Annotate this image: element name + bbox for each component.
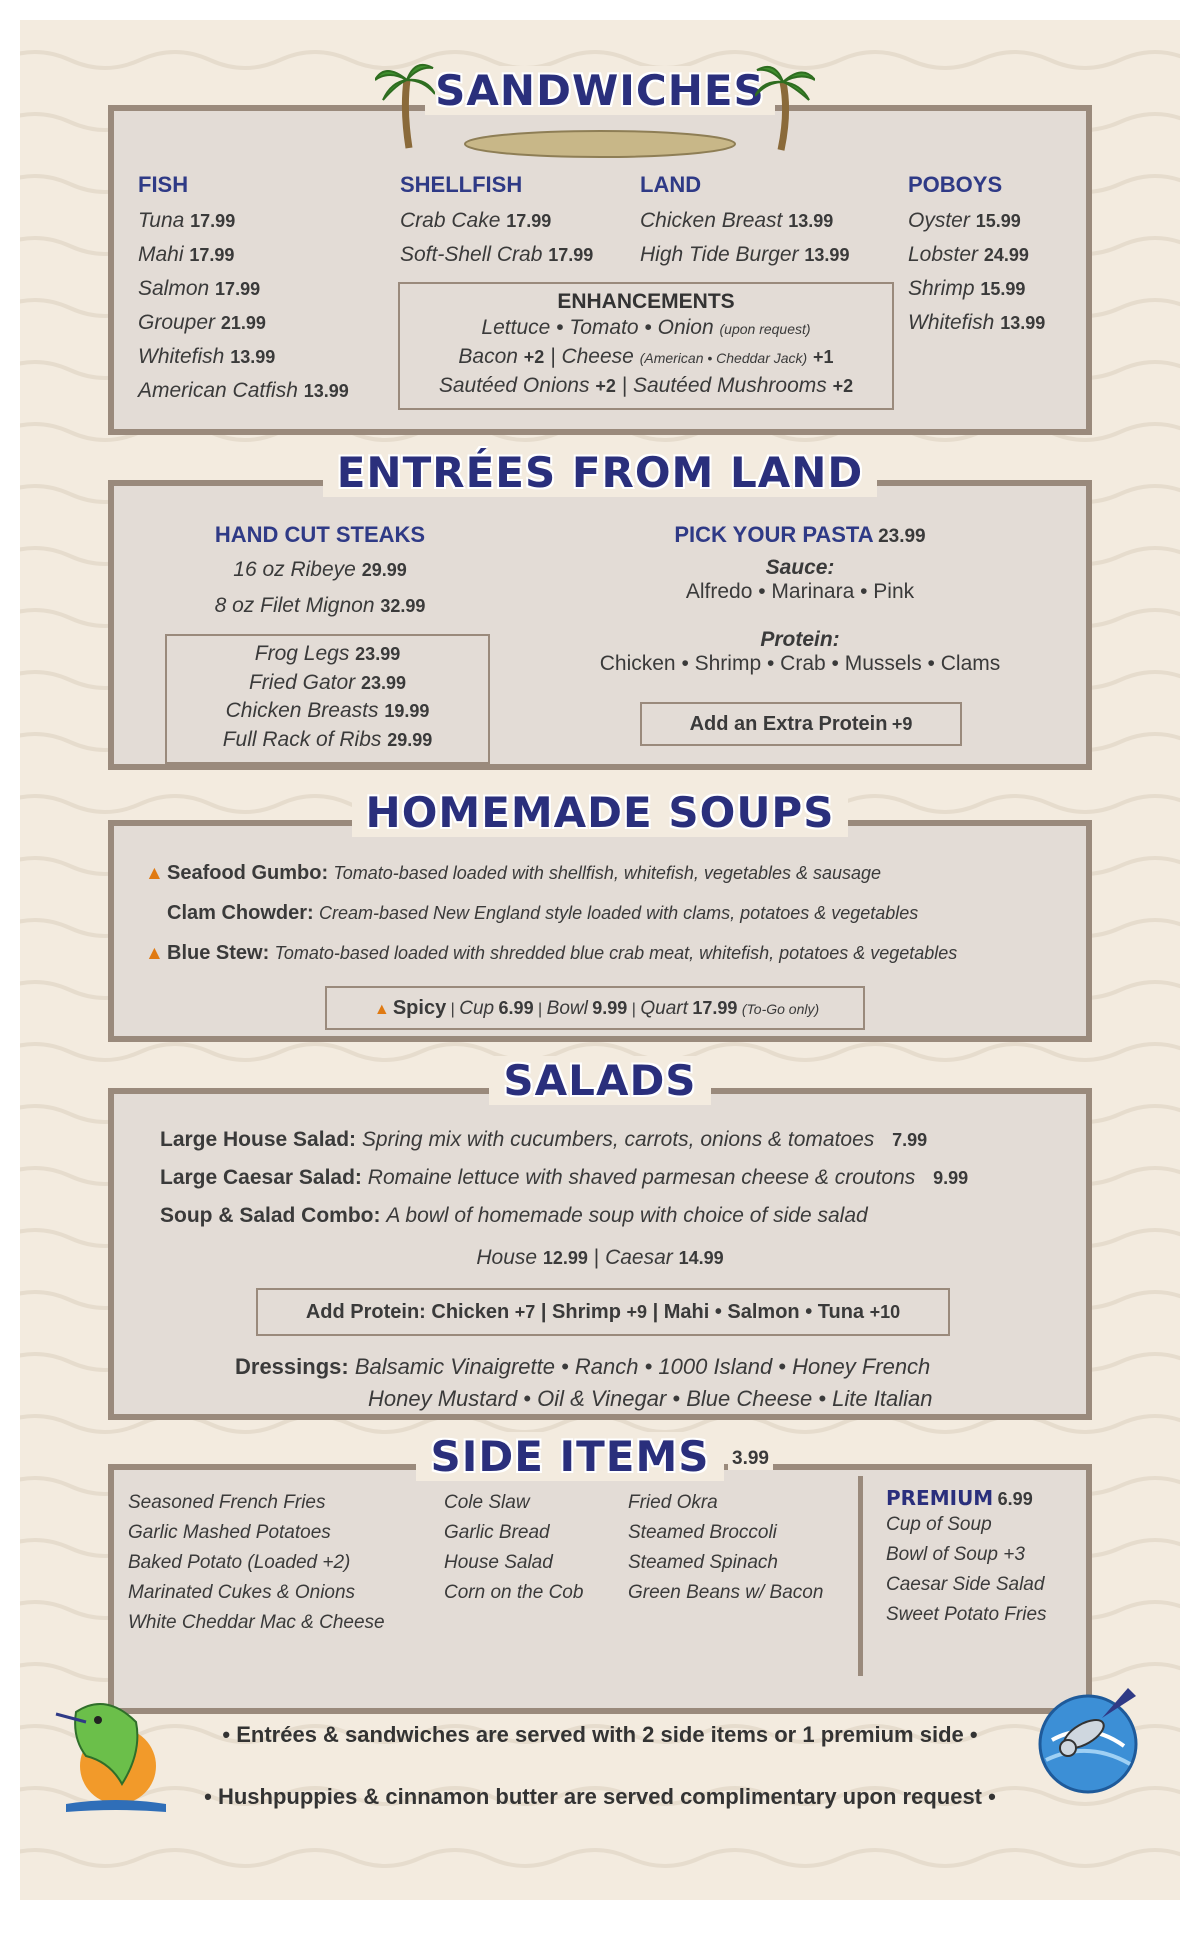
soup-gumbo: [145, 862, 881, 885]
side-item: Steamed Spinach: [628, 1552, 778, 1573]
poboy-name: Shrimp: [908, 277, 975, 300]
land-price: 13.99: [788, 211, 834, 231]
fish-list: [138, 204, 349, 408]
enhancements-line3: Sautéed Onions +2 | Sautéed Mushrooms +2: [438, 374, 854, 397]
footer-line-1: • Entrées & sandwiches are served with 2 side items or 1 premium side •: [222, 1722, 978, 1747]
fish-item: [138, 374, 349, 408]
salads-header: [20, 1056, 1180, 1105]
enhancement-mushrooms: Sautéed Mushrooms: [632, 374, 827, 397]
fish-name: Tuna: [138, 209, 185, 232]
poboy-item: [908, 306, 1045, 340]
premium-item: Caesar Side Salad: [886, 1574, 1045, 1595]
steak-name: 16 oz Ribeye: [233, 558, 356, 581]
land-name: Chicken Breast: [640, 209, 783, 232]
spicy-label: Spicy: [392, 997, 447, 1019]
bowl-price: 9.99: [592, 998, 628, 1018]
steak-item: [170, 552, 470, 588]
combo-caesar-label: Caesar: [605, 1246, 673, 1269]
enhancements-line1: [400, 314, 892, 343]
shellfish-item: [400, 204, 593, 238]
salad-house-name: Large House Salad:: [160, 1128, 357, 1151]
fish-name: Grouper: [138, 311, 216, 334]
salad-caesar-name: Large Caesar Salad:: [160, 1166, 362, 1189]
fish-column: [138, 172, 349, 408]
side-item: Garlic Mashed Potatoes: [128, 1522, 331, 1543]
enhancement-cheese-note: (American • Cheddar Jack): [639, 350, 808, 366]
protein-label: Protein:: [760, 628, 840, 651]
shellfish-header: SHELLFISH: [400, 172, 523, 197]
fish-name: Whitefish: [138, 345, 225, 368]
premium-item: Sweet Potato Fries: [886, 1604, 1047, 1625]
salad-caesar: [160, 1166, 968, 1190]
enhancement-onions: Sautéed Onions: [438, 374, 590, 397]
soup-blue-stew-name: Blue Stew:: [167, 942, 270, 964]
soup-chowder-desc: Cream-based New England style loaded with clams, potatoes & vegetables: [318, 903, 919, 923]
enhancement-cheese-price: +1: [813, 347, 834, 367]
premium-item: Cup of Soup: [886, 1514, 992, 1535]
shellfish-column: [400, 172, 593, 272]
flame-icon: ▲: [145, 863, 164, 884]
special-price: 19.99: [384, 701, 430, 721]
soup-chowder-name: Clam Chowder:: [167, 902, 314, 924]
poboy-price: 15.99: [980, 279, 1026, 299]
shellfish-list: [400, 204, 593, 272]
soup-sizes-box: ▲ Spicy | Cup 6.99 | Bowl 9.99 | Quart 17.99 (To-Go only): [325, 986, 865, 1030]
entrees-header: [20, 448, 1180, 497]
poboys-list: [908, 204, 1045, 340]
poboys-header: POBOYS: [908, 172, 1003, 197]
special-price: 23.99: [355, 644, 401, 664]
steak-list: [170, 552, 470, 624]
poboy-name: Lobster: [908, 243, 979, 266]
poboy-price: 24.99: [983, 245, 1029, 265]
soup-blue-stew: [145, 942, 957, 965]
cup-label: Cup: [459, 998, 495, 1019]
special-name: Chicken Breasts: [225, 699, 379, 722]
side-item: Cole Slaw: [444, 1492, 530, 1513]
enhancements-title: ENHANCEMENTS: [557, 290, 735, 313]
premium-divider: [858, 1476, 863, 1676]
dressings-list-2: Honey Mustard • Oil & Vinegar • Blue Cheese • Lite Italian: [368, 1386, 933, 1411]
sauce-label: Sauce:: [765, 556, 835, 579]
side-item: Baked Potato (Loaded +2): [128, 1552, 351, 1573]
steaks-header: HAND CUT STEAKS: [214, 522, 426, 547]
poboy-name: Whitefish: [908, 311, 995, 334]
diver-logo: [1032, 1670, 1152, 1800]
enhancement-bacon-price: +2: [523, 347, 545, 367]
side-item: Seasoned French Fries: [128, 1492, 326, 1513]
land-list: [640, 204, 849, 272]
enhancement-mushrooms-price: +2: [832, 376, 854, 396]
special-name: Fried Gator: [248, 670, 356, 694]
special-price: 29.99: [387, 729, 433, 750]
shellfish-price: 17.99: [506, 211, 552, 231]
enhancements-box: [398, 282, 894, 410]
premium-header: [886, 1486, 1047, 1510]
flame-icon: ▲: [373, 1001, 390, 1018]
sides-header: [20, 1432, 1180, 1481]
sides-column-2: [444, 1488, 583, 1608]
poboy-item: [908, 238, 1045, 272]
poboy-item: [908, 204, 1045, 238]
extra-protein-price: +9: [891, 714, 913, 734]
salad-protein-shrimp: Shrimp: [552, 1301, 621, 1323]
enhancement-note: (upon request): [719, 321, 811, 337]
side-item: Green Beans w/ Bacon: [628, 1582, 824, 1603]
special-name: Full Rack of Ribs: [222, 727, 382, 751]
sandwiches-header: [20, 66, 1180, 115]
salad-house: [160, 1128, 927, 1152]
pasta-price: 23.99: [878, 526, 926, 547]
salad-protein-chicken-price: +7: [514, 1302, 536, 1322]
special-item: [167, 697, 488, 726]
special-item: [167, 669, 488, 698]
poboy-item: [908, 272, 1045, 306]
side-item: House Salad: [444, 1552, 553, 1573]
fish-name: Mahi: [138, 243, 184, 266]
steak-price: 29.99: [361, 560, 407, 580]
extra-protein-box: [640, 702, 962, 746]
fish-header: FISH: [138, 172, 189, 197]
entrees-title: ENTRÉES FROM LAND: [323, 448, 878, 497]
combo-caesar-price: 14.99: [678, 1248, 724, 1268]
salad-combo-name: Soup & Salad Combo:: [160, 1204, 381, 1227]
shellfish-item: [400, 238, 593, 272]
fish-price: 17.99: [190, 211, 236, 231]
salad-house-price: 7.99: [892, 1130, 928, 1150]
salad-house-desc: Spring mix with cucumbers, carrots, onions & tomatoes: [361, 1128, 875, 1151]
footer-line-2: • Hushpuppies & cinnamon butter are served complimentary upon request •: [204, 1784, 996, 1809]
combo-house-label: House: [476, 1246, 538, 1269]
premium-column: [886, 1486, 1047, 1630]
enhancement-vegetables: Lettuce • Tomato • Onion: [481, 316, 714, 339]
fish-price: 17.99: [189, 245, 235, 265]
dressings-line2: [368, 1386, 932, 1412]
side-item: Steamed Broccoli: [628, 1522, 777, 1543]
sandwiches-title: SANDWICHES: [425, 66, 775, 115]
fish-price: 13.99: [230, 347, 276, 367]
side-item: White Cheddar Mac & Cheese: [128, 1612, 385, 1633]
togo-note: (To-Go only): [741, 1001, 820, 1017]
sauce-list: Alfredo • Marinara • Pink: [685, 580, 915, 603]
steaks-column: [170, 522, 470, 624]
cup-price: 6.99: [498, 998, 534, 1018]
enhancement-cheese: Cheese: [561, 345, 634, 368]
premium-item: Bowl of Soup +3: [886, 1544, 1025, 1565]
pasta-header-line: [580, 522, 1020, 548]
fish-item: [138, 340, 349, 374]
soups-title: HOMEMADE SOUPS: [352, 788, 849, 837]
fish-item: [138, 238, 349, 272]
fish-price: 21.99: [220, 313, 266, 333]
fish-name: Salmon: [138, 277, 210, 300]
flame-icon: ▲: [145, 943, 164, 964]
special-name: Frog Legs: [254, 642, 350, 665]
specials-box: [165, 634, 490, 764]
fish-price: 13.99: [303, 381, 349, 401]
pasta-column: [580, 522, 1020, 676]
palm-tree-icon: [755, 52, 815, 152]
palm-tree-icon: [375, 50, 435, 150]
salad-protein-shrimp-price: +9: [626, 1302, 648, 1322]
land-header: LAND: [640, 172, 702, 197]
salad-combo-prices: House 12.99 | Caesar 14.99: [476, 1246, 724, 1269]
salad-caesar-desc: Romaine lettuce with shaved parmesan cheese & croutons: [367, 1166, 916, 1189]
land-item: [640, 238, 849, 272]
dressings-line1: [235, 1354, 930, 1380]
shellfish-name: Soft-Shell Crab: [400, 243, 543, 266]
poboy-price: 13.99: [1000, 313, 1046, 333]
land-item: [640, 204, 849, 238]
side-item: Corn on the Cob: [444, 1582, 584, 1603]
special-price: 23.99: [361, 672, 407, 693]
premium-list: [886, 1510, 1047, 1630]
salad-combo-desc: A bowl of homemade soup with choice of side salad: [386, 1204, 868, 1227]
mahi-fish-logo: [46, 1692, 166, 1822]
soup-gumbo-name: Seafood Gumbo:: [167, 862, 329, 884]
land-column: [640, 172, 849, 272]
salads-title: SALADS: [489, 1056, 710, 1105]
pasta-header: PICK YOUR PASTA: [674, 522, 874, 547]
side-item: Garlic Bread: [444, 1522, 550, 1543]
extra-protein-label: Add an Extra Protein: [689, 713, 888, 735]
poboy-name: Oyster: [908, 209, 970, 232]
enhancement-onions-price: +2: [595, 376, 616, 396]
soup-gumbo-desc: Tomato-based loaded with shellfish, whitefish, vegetables & sausage: [333, 863, 882, 883]
salad-caesar-price: 9.99: [933, 1168, 969, 1188]
special-item: [167, 640, 488, 669]
special-item: [167, 726, 488, 755]
poboys-column: [908, 172, 1045, 340]
enhancement-bacon: Bacon: [458, 345, 518, 368]
salad-protein-box: Add Protein: Chicken +7 | Shrimp +9 | Mahi • Salmon • Tuna +10: [256, 1288, 950, 1336]
fish-item: [138, 272, 349, 306]
bowl-label: Bowl: [546, 998, 588, 1019]
fish-item: [138, 306, 349, 340]
special-list: [167, 640, 488, 754]
shellfish-name: Crab Cake: [400, 209, 501, 232]
land-price: 13.99: [804, 245, 850, 265]
shellfish-price: 17.99: [548, 245, 594, 265]
island-icon: [460, 124, 740, 160]
premium-price: 6.99: [997, 1489, 1033, 1509]
salad-protein-chicken: Add Protein: Chicken: [305, 1301, 510, 1323]
sides-title: SIDE ITEMS: [416, 1432, 723, 1481]
fish-price: 17.99: [215, 279, 261, 299]
steak-item: [170, 588, 470, 624]
salad-combo: [160, 1204, 868, 1228]
salad-protein-fish: Mahi • Salmon • Tuna: [663, 1301, 865, 1323]
fish-item: [138, 204, 349, 238]
sides-price: 3.99: [728, 1448, 773, 1470]
sides-column-3: [628, 1488, 823, 1608]
combo-house-price: 12.99: [542, 1248, 588, 1268]
sides-column-1: [128, 1488, 385, 1638]
enhancements-line2: Bacon +2 | Cheese (American • Cheddar Jack) +1: [458, 345, 834, 368]
quart-price: 17.99: [692, 998, 738, 1018]
soup-blue-stew-desc: Tomato-based loaded with shredded blue crab meat, whitefish, potatoes & vegetables: [274, 943, 958, 963]
protein-list: Chicken • Shrimp • Crab • Mussels • Clams: [599, 652, 1001, 675]
dressings-label: Dressings:: [235, 1354, 349, 1379]
steak-name: 8 oz Filet Mignon: [214, 594, 375, 617]
land-name: High Tide Burger: [640, 243, 799, 266]
dressings-list-1: Balsamic Vinaigrette • Ranch • 1000 Island • Honey French: [354, 1354, 931, 1379]
menu-page: [20, 20, 1180, 1900]
poboy-price: 15.99: [975, 211, 1021, 231]
quart-label: Quart: [640, 998, 688, 1019]
side-item: Marinated Cukes & Onions: [128, 1582, 356, 1603]
fish-name: American Catfish: [138, 379, 298, 402]
soups-header: [20, 788, 1180, 837]
premium-label: PREMIUM: [886, 1486, 994, 1510]
soup-chowder: [145, 902, 918, 925]
salad-protein-fish-price: +10: [869, 1302, 901, 1322]
side-item: Fried Okra: [628, 1492, 718, 1513]
steak-price: 32.99: [380, 596, 426, 616]
